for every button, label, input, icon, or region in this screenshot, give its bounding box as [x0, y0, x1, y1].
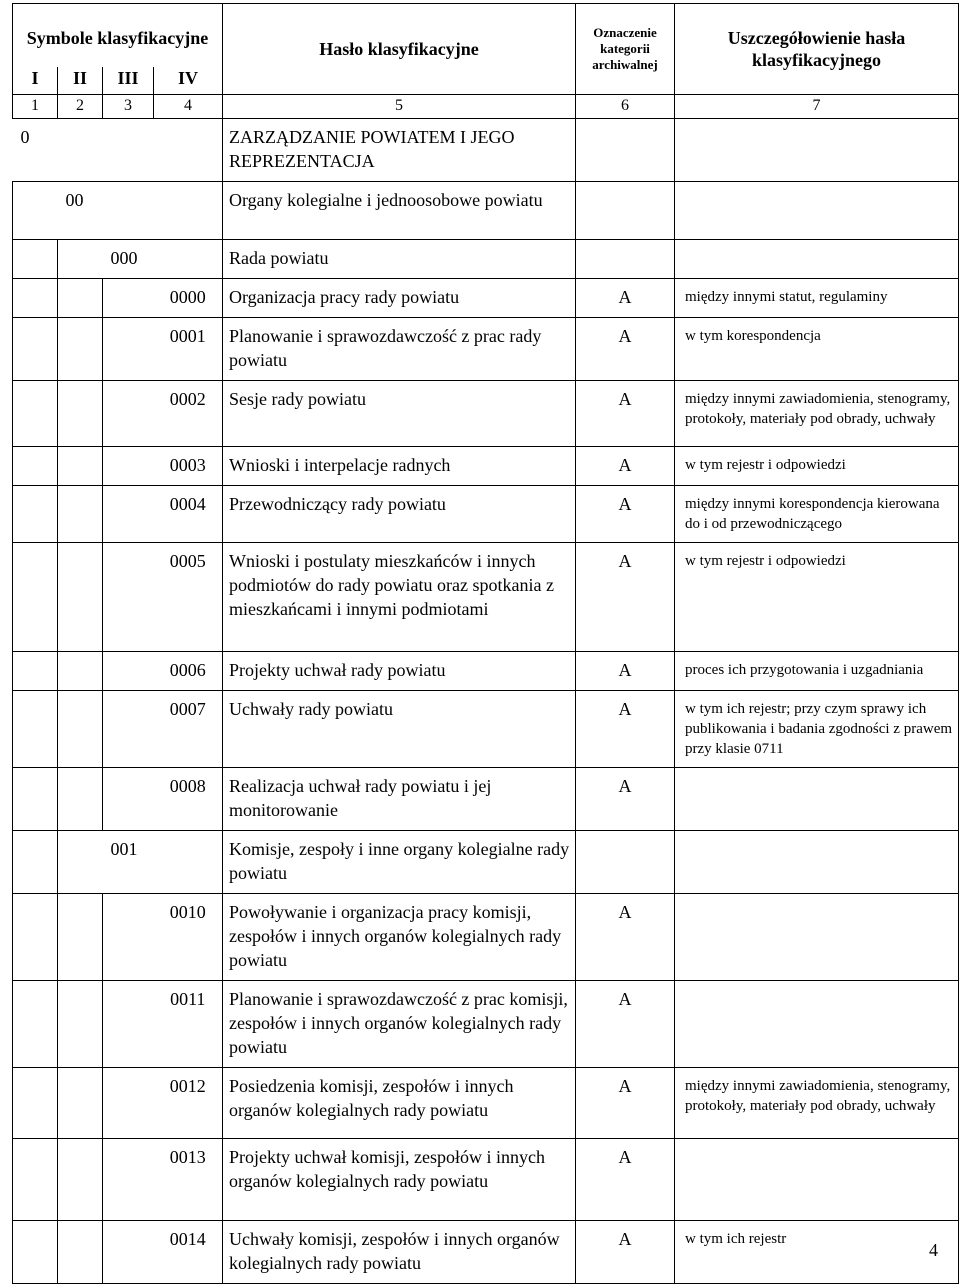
empty-symbol-cell — [58, 318, 103, 381]
classification-title: Projekty uchwał rady powiatu — [223, 652, 576, 691]
page-number: 4 — [929, 1240, 938, 1260]
table-row — [13, 894, 959, 981]
empty-symbol-cell — [13, 182, 58, 240]
empty-symbol-cell — [103, 691, 154, 768]
classification-code: 0003 — [154, 447, 223, 486]
roman-iii: III — [103, 67, 154, 95]
classification-detail: w tym rejestr i odpowiedzi — [675, 447, 959, 486]
classification-detail: w tym korespondencja — [675, 318, 959, 381]
empty-symbol-cell — [13, 768, 58, 831]
empty-symbol-cell — [13, 1221, 58, 1284]
empty-symbol-cell — [13, 831, 58, 894]
archival-category: A — [576, 768, 675, 831]
table-row — [13, 652, 959, 691]
empty-symbol-cell — [103, 543, 154, 652]
empty-symbol-cell — [58, 1068, 103, 1139]
table-row — [13, 768, 959, 831]
classification-code: 0007 — [154, 691, 223, 768]
classification-detail — [675, 894, 959, 981]
classification-code: 0011 — [154, 981, 223, 1068]
archival-category: A — [576, 447, 675, 486]
table-row — [13, 691, 959, 768]
classification-code: 0010 — [154, 894, 223, 981]
archival-category: A — [576, 279, 675, 318]
col-num-6: 6 — [576, 95, 675, 119]
classification-title: Uchwały rady powiatu — [223, 691, 576, 768]
classification-detail — [675, 981, 959, 1068]
archival-category: A — [576, 981, 675, 1068]
classification-title: Planowanie i sprawozdawczość z prac komisji, zespołów i innych organów kolegialnych rady powiatu — [223, 981, 576, 1068]
table-row — [13, 447, 959, 486]
classification-code: 0008 — [154, 768, 223, 831]
column-number-row — [13, 95, 959, 119]
classification-code: 0013 — [154, 1139, 223, 1221]
header-haslo: Hasło klasyfikacyjne — [223, 4, 576, 95]
table-row — [13, 182, 959, 240]
classification-code: 0000 — [154, 279, 223, 318]
archival-category: A — [576, 1068, 675, 1139]
classification-title: Komisje, zespoły i inne organy kolegialne rady powiatu — [223, 831, 576, 894]
classification-code: 0002 — [154, 381, 223, 447]
archival-category: A — [576, 652, 675, 691]
classification-detail — [675, 182, 959, 240]
classification-detail: między innymi statut, regulaminy — [675, 279, 959, 318]
empty-symbol-cell — [58, 240, 103, 279]
archival-category: A — [576, 1139, 675, 1221]
table-row — [13, 240, 959, 279]
classification-detail: w tym ich rejestr — [675, 1221, 959, 1284]
col-num-7: 7 — [675, 95, 959, 119]
archival-category: A — [576, 486, 675, 543]
empty-symbol-cell — [13, 543, 58, 652]
empty-symbol-cell — [58, 691, 103, 768]
empty-symbol-cell — [13, 652, 58, 691]
empty-symbol-cell — [58, 1221, 103, 1284]
empty-symbol-cell — [58, 652, 103, 691]
empty-symbol-cell — [103, 486, 154, 543]
empty-symbol-cell — [13, 1139, 58, 1221]
classification-detail: między innymi korespondencja kierowana do i od przewodniczącego — [675, 486, 959, 543]
classification-detail: między innymi zawiadomienia, stenogramy, protokoły, materiały pod obrady, uchwały — [675, 381, 959, 447]
archival-category — [576, 119, 675, 182]
classification-title: Sesje rady powiatu — [223, 381, 576, 447]
empty-symbol-cell — [103, 981, 154, 1068]
roman-iv: IV — [154, 67, 223, 95]
empty-symbol-cell — [13, 1068, 58, 1139]
empty-symbol-cell — [58, 768, 103, 831]
table-row — [13, 318, 959, 381]
classification-title: Projekty uchwał komisji, zespołów i innych organów kolegialnych rady powiatu — [223, 1139, 576, 1221]
archival-category: A — [576, 894, 675, 981]
classification-title: Planowanie i sprawozdawczość z prac rady powiatu — [223, 318, 576, 381]
classification-detail: proces ich przygotowania i uzgadniania — [675, 652, 959, 691]
empty-symbol-cell — [103, 279, 154, 318]
roman-i: I — [13, 67, 58, 95]
table-row — [13, 1221, 959, 1284]
classification-code: 0 — [13, 119, 223, 182]
col-num-4: 4 — [154, 95, 223, 119]
table-row — [13, 1068, 959, 1139]
empty-symbol-cell — [13, 279, 58, 318]
col-num-1: 1 — [13, 95, 58, 119]
classification-code: 0014 — [154, 1221, 223, 1284]
table-row — [13, 543, 959, 652]
empty-symbol-cell — [13, 381, 58, 447]
archival-category — [576, 240, 675, 279]
empty-symbol-cell — [58, 1139, 103, 1221]
empty-symbol-cell — [58, 486, 103, 543]
archival-category: A — [576, 691, 675, 768]
empty-symbol-cell — [13, 486, 58, 543]
empty-symbol-cell — [58, 894, 103, 981]
empty-symbol-cell — [58, 981, 103, 1068]
header-symbols-label: Symbole klasyfikacyjne — [26, 28, 209, 49]
classification-code: 0012 — [154, 1068, 223, 1139]
table-row — [13, 119, 959, 182]
col-num-5: 5 — [223, 95, 576, 119]
classification-detail — [675, 119, 959, 182]
classification-code: 0005 — [154, 543, 223, 652]
table-row — [13, 981, 959, 1068]
classification-title: Wnioski i interpelacje radnych — [223, 447, 576, 486]
classification-code: 0001 — [154, 318, 223, 381]
empty-symbol-cell — [13, 240, 58, 279]
archival-category: A — [576, 381, 675, 447]
col-num-3: 3 — [103, 95, 154, 119]
classification-title: Powoływanie i organizacja pracy komisji, zespołów i innych organów kolegialnych rady powiatu — [223, 894, 576, 981]
table-row — [13, 381, 959, 447]
classification-title: Rada powiatu — [223, 240, 576, 279]
classification-detail — [675, 240, 959, 279]
classification-title: Wnioski i postulaty mieszkańców i innych podmiotów do rady powiatu oraz spotkania z mieszkańcami i innymi podmiotami — [223, 543, 576, 652]
empty-symbol-cell — [103, 894, 154, 981]
empty-symbol-cell — [58, 381, 103, 447]
classification-title: Organizacja pracy rady powiatu — [223, 279, 576, 318]
archival-category: A — [576, 318, 675, 381]
classification-code: 0006 — [154, 652, 223, 691]
empty-symbol-cell — [13, 981, 58, 1068]
empty-symbol-cell — [103, 768, 154, 831]
empty-symbol-cell — [103, 1139, 154, 1221]
table-row — [13, 1139, 959, 1221]
classification-title: Posiedzenia komisji, zespołów i innych organów kolegialnych rady powiatu — [223, 1068, 576, 1139]
classification-title: Uchwały komisji, zespołów i innych organów kolegialnych rady powiatu — [223, 1221, 576, 1284]
classification-code: 0004 — [154, 486, 223, 543]
empty-symbol-cell — [103, 318, 154, 381]
table-row — [13, 486, 959, 543]
archival-category — [576, 182, 675, 240]
classification-table — [12, 3, 959, 1284]
empty-symbol-cell — [13, 894, 58, 981]
classification-detail — [675, 831, 959, 894]
archival-category: A — [576, 1221, 675, 1284]
col-num-2: 2 — [58, 95, 103, 119]
table-row — [13, 279, 959, 318]
empty-symbol-cell — [13, 691, 58, 768]
empty-symbol-cell — [58, 543, 103, 652]
empty-symbol-cell — [103, 652, 154, 691]
roman-ii: II — [58, 67, 103, 95]
classification-title: Przewodniczący rady powiatu — [223, 486, 576, 543]
empty-symbol-cell — [103, 447, 154, 486]
empty-symbol-cell — [103, 381, 154, 447]
classification-title: ZARZĄDZANIE POWIATEM I JEGO REPREZENTACJA — [223, 119, 576, 182]
classification-detail: w tym ich rejestr; przy czym sprawy ich publikowania i badania zgodności z prawem przy klasie 0711 — [675, 691, 959, 768]
empty-symbol-cell — [13, 318, 58, 381]
header-kategoria: Oznaczenie kategorii archiwalnej — [576, 4, 675, 95]
empty-symbol-cell — [13, 447, 58, 486]
classification-detail — [675, 1139, 959, 1221]
classification-code: 000 — [103, 240, 223, 279]
classification-detail: w tym rejestr i odpowiedzi — [675, 543, 959, 652]
archival-category — [576, 831, 675, 894]
classification-detail: między innymi zawiadomienia, stenogramy, protokoły, materiały pod obrady, uchwały — [675, 1068, 959, 1139]
classification-code: 00 — [58, 182, 223, 240]
classification-code: 001 — [103, 831, 223, 894]
header-row — [13, 4, 959, 67]
header-symbols — [13, 4, 223, 67]
classification-detail — [675, 768, 959, 831]
header-uszczegolowienie: Uszczegółowienie hasła klasyfikacyjnego — [675, 4, 959, 95]
empty-symbol-cell — [58, 831, 103, 894]
classification-title: Organy kolegialne i jednoosobowe powiatu — [223, 182, 576, 240]
empty-symbol-cell — [58, 279, 103, 318]
empty-symbol-cell — [58, 447, 103, 486]
archival-category: A — [576, 543, 675, 652]
empty-symbol-cell — [103, 1068, 154, 1139]
classification-title: Realizacja uchwał rady powiatu i jej monitorowanie — [223, 768, 576, 831]
table-row — [13, 831, 959, 894]
empty-symbol-cell — [103, 1221, 154, 1284]
